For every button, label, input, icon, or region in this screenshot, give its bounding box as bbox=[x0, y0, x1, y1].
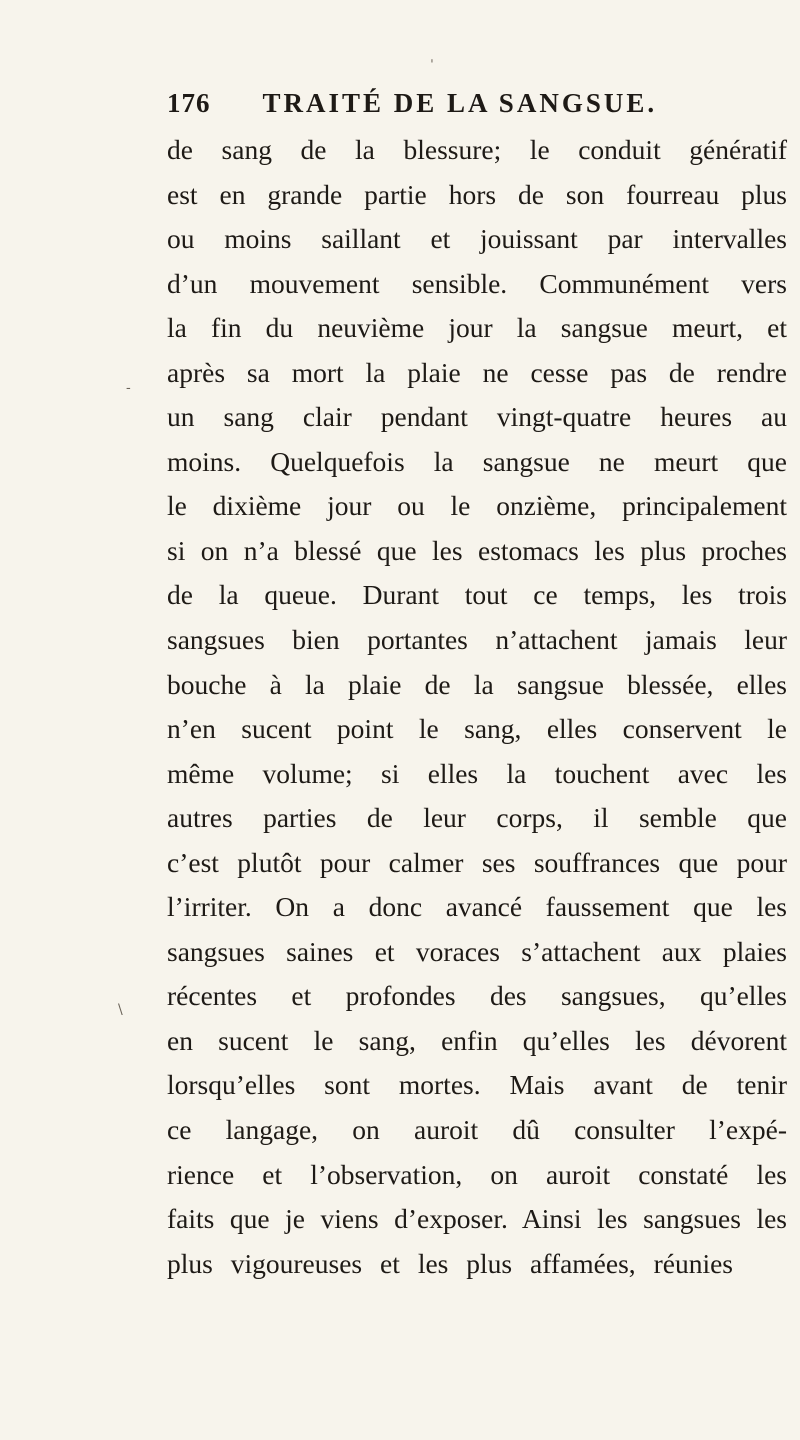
text-line: d’un mouvement sensible. Communément vers bbox=[167, 267, 787, 299]
ink-speck: - bbox=[126, 380, 131, 396]
page-header bbox=[167, 88, 687, 124]
text-line: ce langage, on auroit dû consulter l’expé- bbox=[167, 1114, 787, 1146]
text-line: sangsues saines et voraces s’attachent aux plaies bbox=[167, 935, 787, 967]
text-line: autres parties de leur corps, il semble que bbox=[167, 802, 787, 834]
text-line: est en grande partie hors de son fourreau plus bbox=[167, 178, 787, 210]
text-line: le dixième jour ou le onzième, principalement bbox=[167, 490, 787, 522]
text-line: sangsues bien portantes n’attachent jamais leur bbox=[167, 624, 787, 656]
ink-speck: \ bbox=[118, 1002, 123, 1018]
page-number: 176 bbox=[167, 88, 211, 118]
body-text bbox=[167, 128, 787, 1286]
text-line: l’irriter. On a donc avancé faussement que les bbox=[167, 891, 787, 923]
text-line: de la queue. Durant tout ce temps, les trois bbox=[167, 579, 787, 611]
text-line: bouche à la plaie de la sangsue blessée, elles bbox=[167, 668, 787, 700]
text-line: la fin du neuvième jour la sangsue meurt, et bbox=[167, 312, 787, 344]
text-line: de sang de la blessure; le conduit génératif bbox=[167, 134, 787, 165]
running-title: TRAITÉ DE LA SANGSUE. bbox=[262, 88, 658, 118]
text-line: plus vigoureuses et les plus affamées, réunies bbox=[167, 1247, 733, 1279]
text-line: après sa mort la plaie ne cesse pas de rendre bbox=[167, 356, 787, 388]
text-line: rience et l’observation, on auroit constaté les bbox=[167, 1158, 787, 1190]
text-line: en sucent le sang, enfin qu’elles les dévorent bbox=[167, 1024, 787, 1056]
text-line: moins. Quelquefois la sangsue ne meurt que bbox=[167, 445, 787, 477]
text-line: récentes et profondes des sangsues, qu’elles bbox=[167, 980, 787, 1012]
text-line: un sang clair pendant vingt-quatre heures au bbox=[167, 401, 787, 433]
text-line: si on n’a blessé que les estomacs les plus proches bbox=[167, 534, 787, 566]
text-line: n’en sucent point le sang, elles conservent le bbox=[167, 713, 787, 745]
text-line: faits que je viens d’exposer. Ainsi les sangsues les bbox=[167, 1203, 787, 1235]
text-line: même volume; si elles la touchent avec les bbox=[167, 757, 787, 789]
text-line: lorsqu’elles sont mortes. Mais avant de tenir bbox=[167, 1069, 787, 1101]
ink-speck: ˈ bbox=[430, 58, 434, 74]
text-line: c’est plutôt pour calmer ses souffrances que pour bbox=[167, 846, 787, 878]
text-line: ou moins saillant et jouissant par intervalles bbox=[167, 223, 787, 255]
